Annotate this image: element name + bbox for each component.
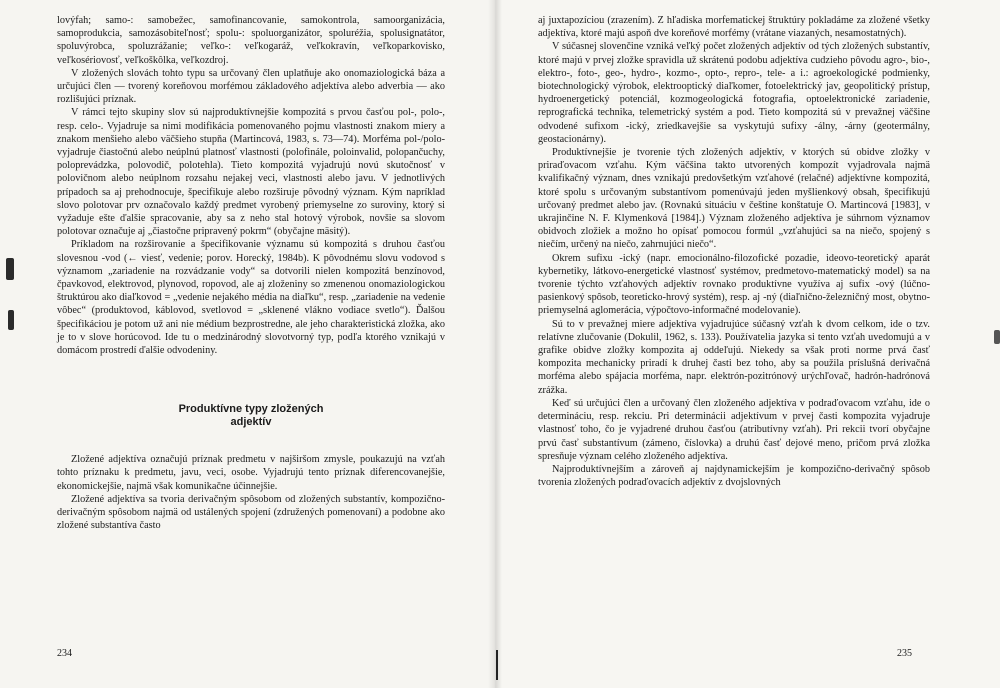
paragraph: Okrem sufixu -ický (napr. emocionálno-filozofické pozadie, ideovo-teoretický aparát kybernetiky, látkovo-energetické vlastnosť systémov, predmetovo-matematický model) sa na tvorenie týchto vzťahových adjektív rovnako produktívne využíva aj sufix -ový (lúčno-pasienkový spôsob, teoreticko-hrový systém), resp. aj -ný (diaľnično-železničný most, obytno-priemyselná aglomerácia, výpočtovo-informačné modelovanie).	[538, 252, 930, 317]
section-heading	[57, 403, 445, 429]
paragraph: Produktívnejšie je tvorenie tých zložených adjektív, v ktorých sú obidve zložky v priraďovacom vzťahu. Kým väčšina takto utvorených kompozít vyjadrovala najmä kvalifikačný význam, dnes vznikajú predovšetkým vzťahové (relačné) adjektívne kompozitá, ktoré spolu s určovaným substantívom pomenúvajú jeden myšlienkový obsah, špecifikujú určovaný predmet alebo jav. (Rovnakú situáciu v češtine konštatuje O. Martincová [1983], v ukrajinčine N. F. Klymenková [1984].) Význam zloženého adjektíva je súhrnom významov obidvoch zložiek a možno ho opísať pomocou formúl „vzťahujúci sa na niečo, spojený s niečím, určený na niečo, zahrnujúci niečo“.	[538, 147, 930, 251]
section-heading-line: adjektív	[230, 416, 272, 429]
right-page	[495, 0, 1000, 688]
paragraph: aj juxtapozíciou (zrazením). Z hľadiska morfematickej štruktúry pokladáme za zložené všetky adjektíva, ktoré majú aspoň dve koreňové morfémy (vrátane viazaných, nesamostatných).	[538, 15, 930, 40]
book-gutter	[488, 0, 502, 688]
binding-mark	[496, 650, 498, 680]
paragraph: Zložené adjektíva označujú príznak predmetu v najširšom zmysle, poukazujú na vzťah tohto príznaku k predmetu, javu, veci, osobe. Vyjadrujú tento príznak diferencovanejšie, ekonomickejšie, najmä však komunikačne účinnejšie.	[57, 454, 445, 492]
paragraph: V súčasnej slovenčine vzniká veľký počet zložených adjektív od tých zložených substantív, ktoré majú v prvej zložke spravidla už skrátenú podobu adjektíva cudzieho pôvodu agro-, bio-, elektro-, foto-, geo-, hydro-, kozmo-, opto-, repro-, tele- a i.: agroekologické podmienky, biotechnologický výrobok, elektrooptický diaľkomer, fotoelektrický jav, geopolitický prístup, hydroenergetický potenciál, kozmogeologická fotografia, optoelektronické zariadenie, reprografická technika, telemetrický systém a pod. Tieto kompozitá sú v prevažnej väčšine odvodené sufixom -ický, zriedkavejšie sa vyskytujú sufixy -álny, -árny (geotermálny, geostacionárny).	[538, 41, 930, 145]
paragraph: V rámci tejto skupiny slov sú najproduktívnejšie kompozitá s prvou časťou pol-, polo-, resp. celo-. Vyjadruje sa nimi modifikácia pomenovaného pojmu vlastnosti znakom miery a znakom menšieho alebo väčšieho stupňa (Martincová, 1983, s. 73—74). Morféma pol-/polo- vyjadruje čiastočnú alebo neúplnú platnosť vlastnosti (polofinále, poloinvalid, polopančuchy, poloprevádzka, polovodič, polotehla). Tieto kompozitá vyjadrujú novú skutočnosť v polovičnom alebo neúplnom rozsahu nejakej veci, vlastnosti alebo javu. V jednotlivých prípadoch sa aj prehodnocuje, špecifikuje alebo rozširuje pôvodný význam. Kým napríklad slovo polotovar prv označovalo každý predmet vyrobený priemyselne zo suroviny, ktorý si vyžaduje ešte ďalšie spracovanie, aby sa z neho stal hotový výrobok, novšie sa slovom polotovar označuje aj „čiastočne pripravený pokrm“ (obyčajne mäsitý).	[57, 107, 445, 238]
paragraph: Zložené adjektíva sa tvoria derivačným spôsobom od zložených substantív, kompozično-derivačným spôsobom najmä od ustálených spojení (združených pomenovaní) a podobne ako zložené substantíva často	[57, 493, 445, 532]
left-text-column	[57, 14, 445, 533]
page-number: 235	[897, 648, 912, 659]
paragraph: Sú to v prevažnej miere adjektíva vyjadrujúce súčasný vzťah k dvom celkom, ide o tzv. relatívne zlučovanie (Dokulil, 1962, s. 133). Používatelia jazyka si tento vzťah uvedomujú a v grafike obidve zložky kompozita aj oddeľujú. Niekedy sa však proti norme prvá časť kompozita mechanicky priradí k druhej časti bez toho, aby sa použila príslušná derivačná morféma alebo spájacia morféma, napr. elektrón-pozitrónový urýchľovač, hadrón-hadrónová zrážka.	[538, 318, 930, 396]
left-page	[0, 0, 495, 688]
paragraph: Príkladom na rozširovanie a špecifikovanie významu sú kompozitá s druhou časťou slovesnou -vod (← viesť, vedenie; porov. Horecký, 1984b). K pôvodnému slovu vodovod s významom „zariadenie na rozvádzanie vody“ sa dotvorili nielen kompozitá benzínovod, čpavkovod, elektrovod, plynovod, ropovod, ale aj zloženiny so zmenenou onomaziologickou štruktúrou ako diaľkovod = „vedenie nejakého média na diaľku“, resp. „zariadenie na vedenie vôbec“ (produktovod, káblovod, svetlovod = „sklenené vlákno vodiace svetlo“). Ďalšou špecifikáciou je potom už ani nie médium bezprostredne, ale jeho charakteristická zložka, ako je to v slove horúcovod. Ide tu o medzinárodný slovotvorný typ, podľa ktorého vznikajú v domácom prostredí ďalšie odvodeniny.	[57, 239, 445, 357]
right-text-column	[538, 14, 930, 489]
scan-edge-mark	[8, 310, 14, 330]
paragraph: Keď sú určujúci člen a určovaný člen zloženého adjektíva v podraďovacom vzťahu, ide o determináciu, resp. rekciu. Pri determinácii adjektívum v prvej časti kompozita vyjadruje vlastnosť toho, čo je vyjadrené druhou časťou (atributívny vzťah). Pri rekcii tvorí obyčajne prvú časť substantívum (zámeno, číslovka) a druhú časť dejové meno, pričom prvá zložka spresňuje význam celého zloženého adjektíva.	[538, 397, 930, 462]
scan-edge-mark	[994, 330, 1000, 344]
scan-edge-mark	[6, 258, 14, 280]
section-heading-line: Produktívne typy zložených	[178, 403, 324, 416]
paragraph: V zložených slovách tohto typu sa určovaný člen uplatňuje ako onomaziologická báza a určujúci člen — tvorený koreňovou morfémou základového adjektíva alebo adverbia — ako rozlišujúci príznak.	[57, 67, 445, 106]
paragraph: lovýfah; samo-: samobežec, samofinancovanie, samokontrola, samoorganizácia, samoprodukcia, samozásobiteľnosť; spolu-: spoluorganizátor, spoluréžia, spolusignatátor, spoluvýrobca, spoluzrážanie; veľko-: veľkogaráž, veľkokravín, veľkoparkovisko, veľkosériovosť, veľkoškôlka, veľkozdroj.	[57, 15, 445, 66]
paragraph: Najproduktívnejším a zároveň aj najdynamickejším je kompozično-derivačný spôsob tvorenia zložených podraďovacích adjektív z dvojslovných	[538, 463, 930, 489]
page-number: 234	[57, 648, 72, 659]
